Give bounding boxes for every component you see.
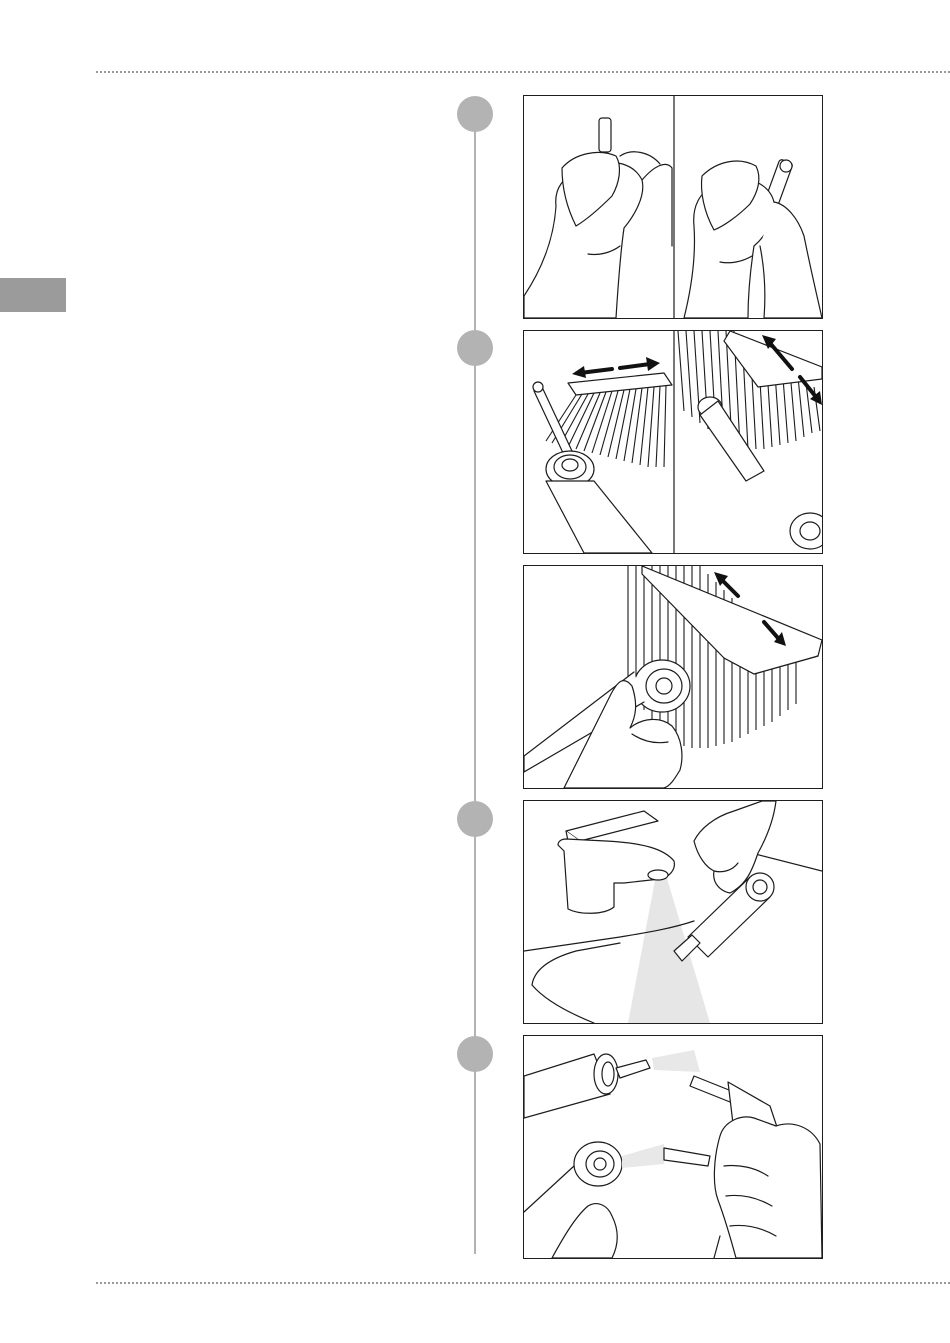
illustration-blow-dry [523, 1035, 823, 1259]
step-marker-1 [457, 96, 493, 132]
illustration-rinse-tap [523, 800, 823, 1024]
top-dotted-rule [96, 71, 950, 73]
chapter-side-tab [0, 278, 66, 312]
step-timeline [474, 114, 476, 1254]
step-marker-4 [457, 1036, 493, 1072]
step-marker-3 [457, 801, 493, 837]
illustration-brush-coupling [523, 565, 823, 789]
illustration-brush-handpiece [523, 330, 823, 554]
step-marker-2 [457, 330, 493, 366]
illustration-wipe-cloth [523, 95, 823, 319]
gloved-hands-cloth-icon [524, 118, 672, 318]
bottom-dotted-rule [96, 1282, 950, 1284]
